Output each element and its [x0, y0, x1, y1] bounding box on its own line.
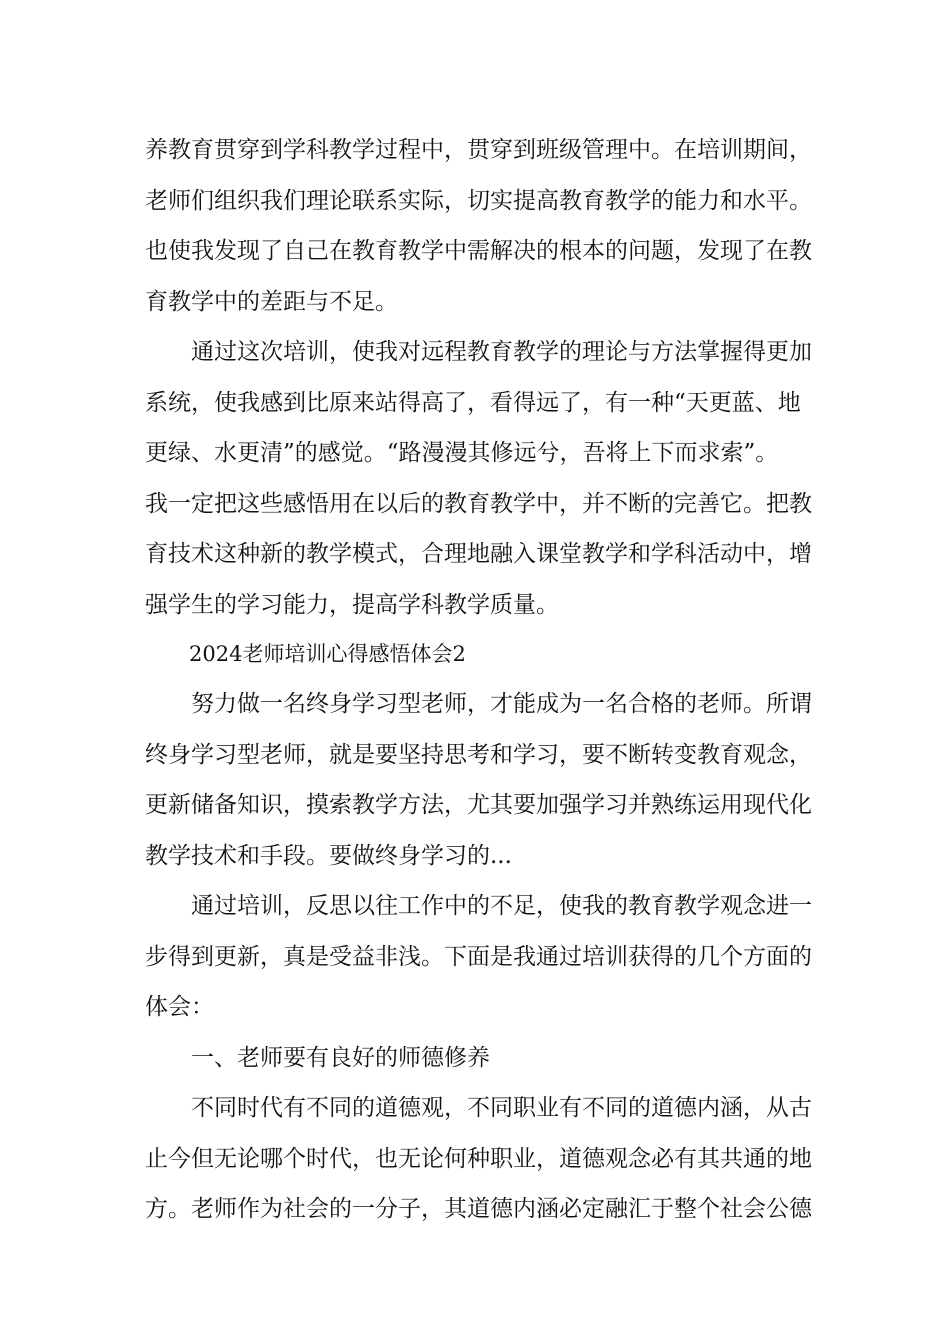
- text-line: [0, 484, 950, 524]
- text-line: [0, 886, 950, 926]
- text-line: [0, 231, 950, 271]
- text-line: [0, 383, 950, 423]
- text-line: [0, 332, 950, 372]
- text-line: [0, 937, 950, 977]
- text-line-content: 终身学习型老师，就是要坚持思考和学习，要不断转变教育观念，: [145, 742, 812, 768]
- text-line: [0, 585, 950, 625]
- subheading-text: 一、老师要有良好的师德修养: [191, 1045, 490, 1071]
- text-line-content: 育教学中的差距与不足。: [145, 289, 398, 315]
- text-line: [0, 684, 950, 724]
- text-line: [0, 282, 950, 322]
- subheading: [0, 1038, 950, 1078]
- text-line: [0, 735, 950, 775]
- text-line: [0, 1189, 950, 1229]
- text-line-content: 通过培训，反思以往工作中的不足，使我的教育教学观念进一: [191, 893, 812, 919]
- text-line-content: 方。老师作为社会的一分子，其道德内涵必定融汇于整个社会公德: [145, 1196, 812, 1222]
- text-line-content: 老师们组织我们理论联系实际，切实提高教育教学的能力和水平。: [145, 188, 812, 214]
- text-line-content: 体会：: [145, 994, 214, 1020]
- section-heading: [0, 634, 950, 674]
- text-line-content: 不同时代有不同的道德观，不同职业有不同的道德内涵，从古: [191, 1095, 812, 1121]
- text-line-content: 我一定把这些感悟用在以后的教育教学中，并不断的完善它。把教: [145, 491, 812, 517]
- text-line: [0, 1088, 950, 1128]
- text-line: [0, 130, 950, 170]
- text-line-content: 止今但无论哪个时代，也无论何种职业，道德观念必有其共通的地: [145, 1146, 812, 1172]
- text-line: [0, 181, 950, 221]
- text-line-content: 育技术这种新的教学模式，合理地融入课堂教学和学科活动中，增: [145, 541, 812, 567]
- text-line-content: 步得到更新，真是受益非浅。下面是我通过培训获得的几个方面的: [145, 944, 812, 970]
- text-line-content: 系统，使我感到比原来站得高了，看得远了，有一种“天更蓝、地: [145, 390, 801, 416]
- text-line-content: 强学生的学习能力，提高学科教学质量。: [145, 592, 559, 618]
- text-line: [0, 785, 950, 825]
- text-line-content: 努力做一名终身学习型老师，才能成为一名合格的老师。所谓: [191, 691, 812, 717]
- text-line-content: 更新储备知识，摸索教学方法，尤其要加强学习并熟练运用现代化: [145, 792, 812, 818]
- text-line: [0, 534, 950, 574]
- text-line: [0, 836, 950, 876]
- text-line-content: 通过这次培训，使我对远程教育教学的理论与方法掌握得更加: [191, 339, 812, 365]
- text-line-content: 教学技术和手段。要做终身学习的...: [145, 843, 512, 869]
- text-line: [0, 1139, 950, 1179]
- text-line-content: 养教育贯穿到学科教学过程中，贯穿到班级管理中。在培训期间，: [145, 137, 812, 163]
- text-line: [0, 433, 950, 473]
- section-heading-text: 2024老师培训心得感悟体会2: [189, 642, 466, 666]
- text-line-content: 也使我发现了自己在教育教学中需解决的根本的问题，发现了在教: [145, 238, 812, 264]
- text-line: [0, 987, 950, 1027]
- text-line-content: 更绿、水更清”的感觉。“路漫漫其修远兮，吾将上下而求索”。: [145, 440, 779, 466]
